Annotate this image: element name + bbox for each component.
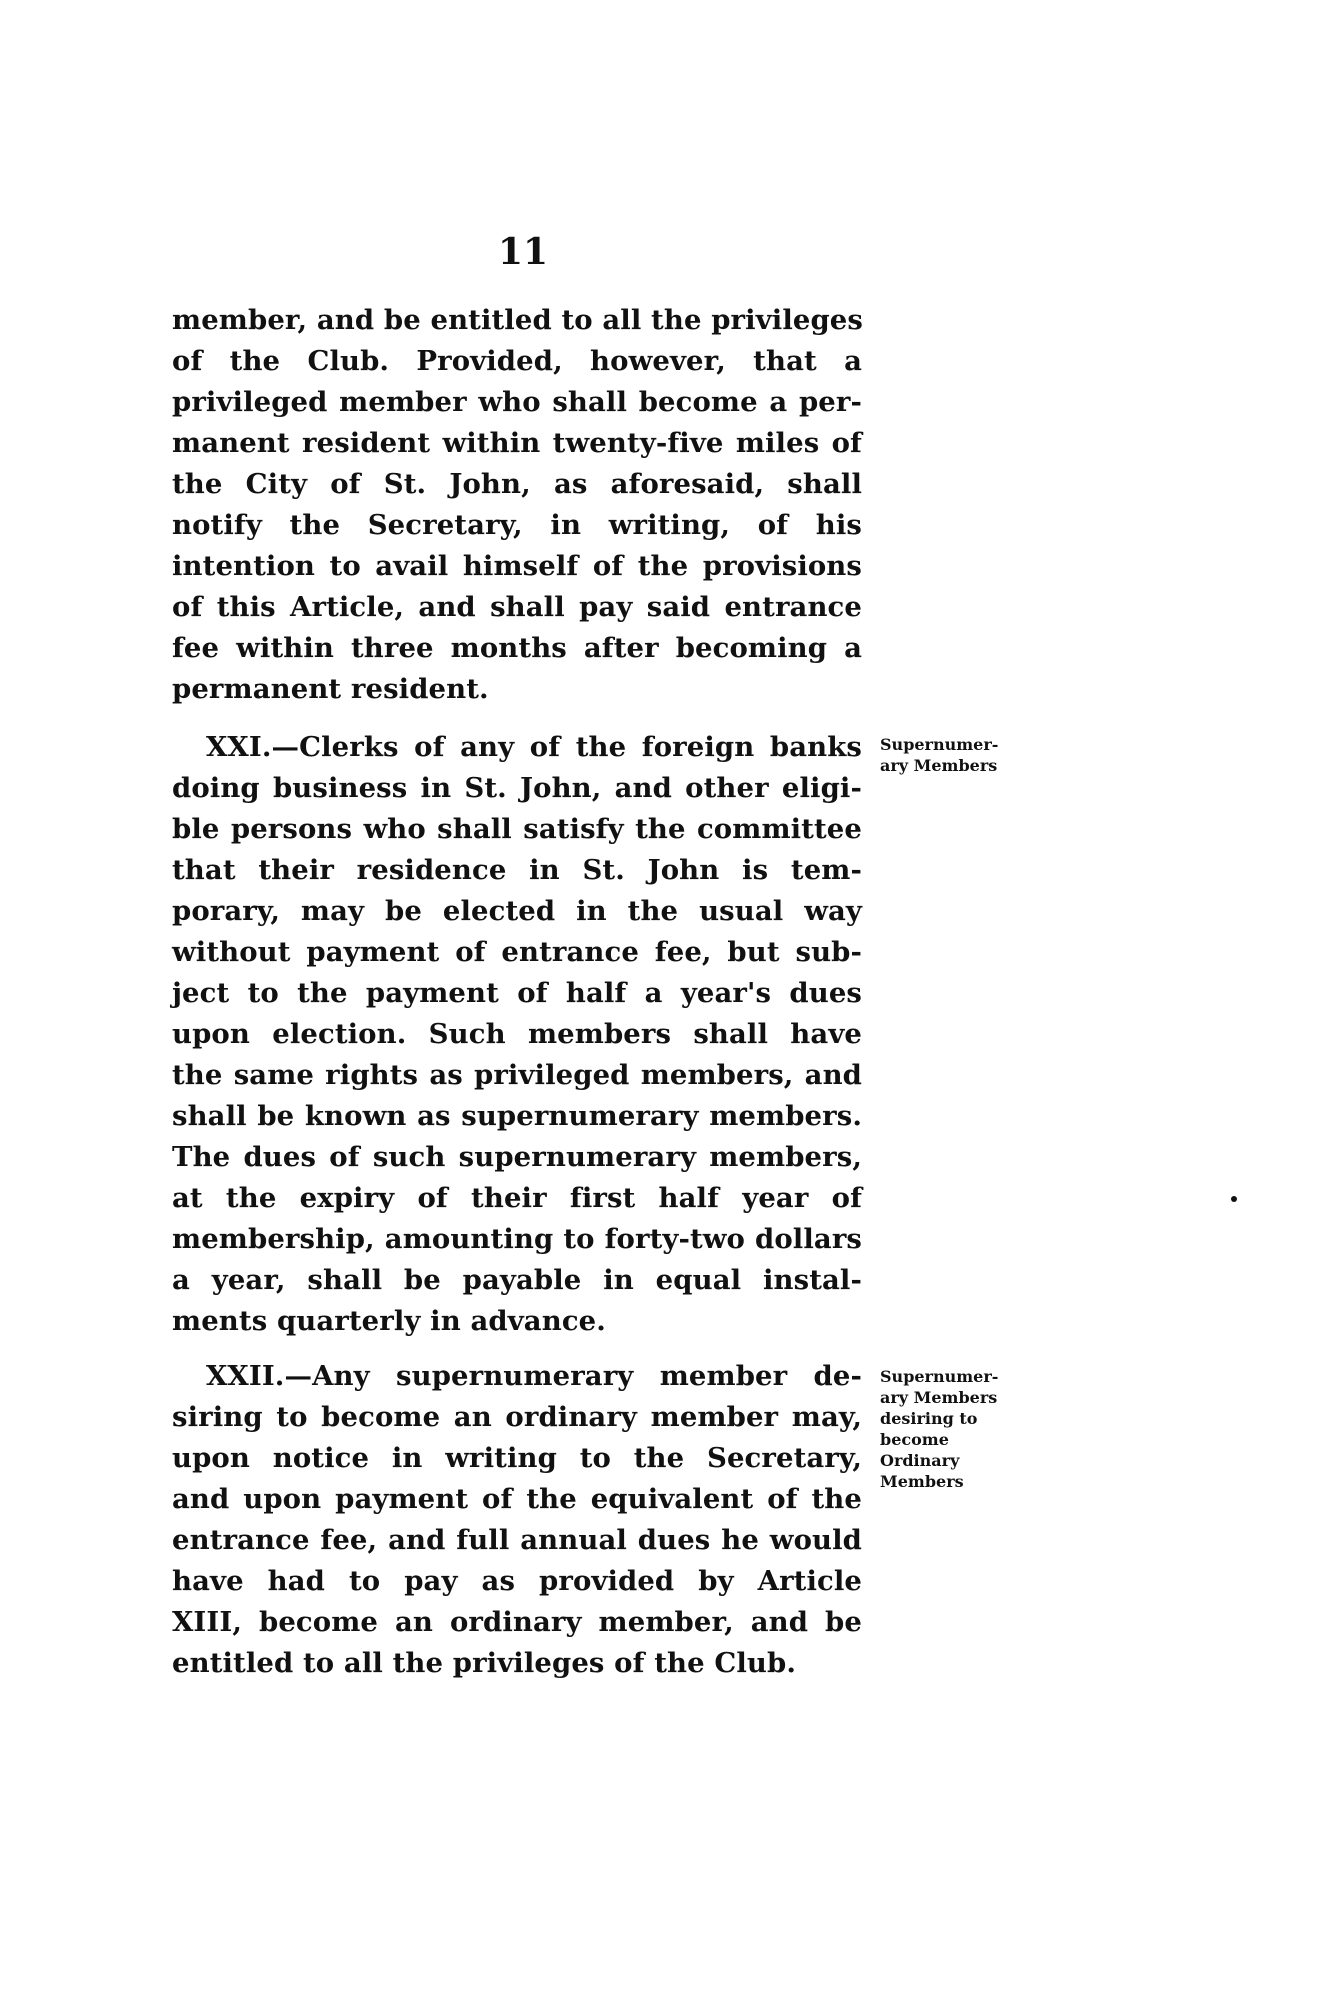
text-line: porary, may be elected in the usual way (172, 895, 862, 927)
margin-note-supernumerary-to-ordinary (880, 1366, 998, 1492)
text-line: permanent resident. (172, 673, 489, 705)
text-line: member, and be entitled to all the privileges (172, 304, 863, 336)
text-line: upon election. Such members shall have (172, 1018, 862, 1050)
text-line: ble persons who shall satisfy the committee (172, 813, 862, 845)
text-line: and upon payment of the equivalent of the (172, 1483, 862, 1515)
text-line: privileged member who shall become a per- (172, 386, 862, 418)
article-xxi-paragraph (172, 727, 862, 1342)
page-number: 11 (497, 231, 549, 273)
text-line: the City of St. John, as aforesaid, shall (172, 468, 862, 500)
text-line: notify the Secretary, in writing, of his (172, 509, 862, 541)
text-line: siring to become an ordinary member may, (172, 1401, 862, 1433)
text-line: of this Article, and shall pay said entrance (172, 591, 862, 623)
text-line: doing business in St. John, and other eligi- (172, 772, 862, 804)
ink-speck (1231, 1196, 1237, 1202)
article-heading-line: XXI.—Clerks of any of the foreign banks (206, 731, 862, 763)
text-line: fee within three months after becoming a (172, 632, 862, 664)
text-line: membership, amounting to forty-two dollars (172, 1223, 862, 1255)
text-line: The dues of such supernumerary members, (172, 1141, 862, 1173)
text-line: ments quarterly in advance. (172, 1305, 606, 1337)
margin-note-line: become (880, 1430, 949, 1449)
margin-note-line: Ordinary (880, 1451, 960, 1470)
margin-note-supernumerary-members (880, 734, 998, 776)
margin-note-line: ary Members (880, 1388, 998, 1407)
text-line: a year, shall be payable in equal instal- (172, 1264, 862, 1296)
text-line: have had to pay as provided by Article (172, 1565, 862, 1597)
text-line: of the Club. Provided, however, that a (172, 345, 862, 377)
text-line: manent resident within twenty-five miles of (172, 427, 862, 459)
text-line: at the expiry of their first half year of (172, 1182, 862, 1214)
article-heading-line: XXII.—Any supernumerary member de- (206, 1360, 862, 1392)
text-line: that their residence in St. John is tem- (172, 854, 862, 886)
article-xxii-paragraph (172, 1356, 862, 1684)
text-line: without payment of entrance fee, but sub- (172, 936, 862, 968)
margin-note-line: Supernumer- (880, 1367, 999, 1386)
text-line: XIII, become an ordinary member, and be (172, 1606, 862, 1638)
text-line: the same rights as privileged members, and (172, 1059, 862, 1091)
text-line: intention to avail himself of the provisions (172, 550, 862, 582)
margin-note-line: Members (880, 1472, 964, 1491)
margin-note-line: desiring to (880, 1409, 978, 1428)
text-line: entitled to all the privileges of the Club. (172, 1647, 797, 1679)
text-line: entrance fee, and full annual dues he would (172, 1524, 862, 1556)
margin-note-line: Supernumer- (880, 735, 999, 754)
margin-note-line: ary Members (880, 756, 998, 775)
text-line: upon notice in writing to the Secretary, (172, 1442, 862, 1474)
text-line: shall be known as supernumerary members. (172, 1100, 862, 1132)
continuation-paragraph (172, 300, 862, 710)
text-line: ject to the payment of half a year's dues (172, 977, 862, 1009)
